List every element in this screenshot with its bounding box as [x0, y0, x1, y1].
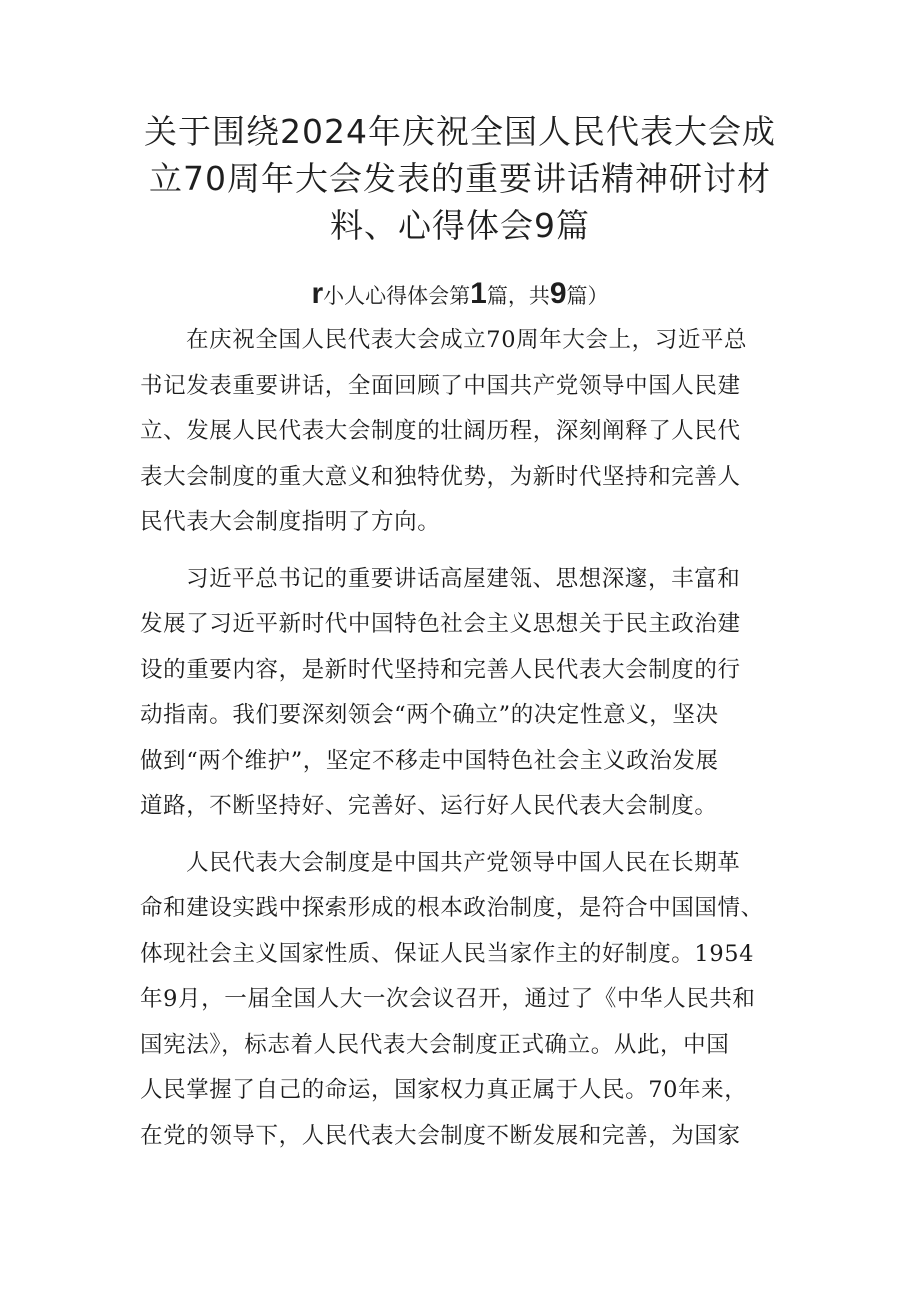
paragraph-line: 国宪法》，标志着人民代表大会制度正式确立。从此，中国	[140, 1031, 730, 1058]
paragraph-line: 立、发展人民代表大会制度的壮阔历程，深刻阐释了人民代	[140, 418, 741, 444]
paragraph-line: 习近平总书记的重要讲话高屋建瓴、思想深邃，丰富和	[186, 565, 741, 592]
paragraph-line: 发展了习近平新时代中国特色社会主义思想关于民主政治建	[140, 611, 741, 637]
paragraph-gap	[140, 830, 790, 841]
paragraph-line: 人民代表大会制度是中国共产党领导中国人民在长期革	[186, 849, 741, 876]
title-line: 料、心得体会9篇	[330, 206, 590, 245]
paragraph-line: 民代表大会制度指明了方向。	[140, 509, 441, 535]
subtitle-number: 9	[549, 277, 567, 310]
paragraph-line: 在庆祝全国人民代表大会成立70周年大会上，习近平总	[186, 327, 748, 353]
paragraph-line: 年9月，一届全国人大一次会议召开，通过了《中华人民共和	[140, 986, 756, 1012]
document-title	[120, 108, 800, 249]
paragraph-line: 道路，不断坚持好、完善好、运行好人民代表大会制度。	[140, 793, 718, 819]
paragraph	[140, 841, 790, 1160]
paragraph-line: 在党的领导下，人民代表大会制度不断发展和完善，为国家	[140, 1122, 741, 1149]
subtitle-text: 篇，共	[486, 284, 550, 308]
title-line: 立70周年大会发表的重要讲话精神研讨材	[149, 159, 771, 198]
title-line: 关于围绕2024年庆祝全国人民代表大会成	[144, 112, 776, 151]
paragraph	[140, 318, 790, 546]
document-body	[140, 318, 790, 1159]
paragraph-line: 人民掌握了自己的命运，国家权力真正属于人民。70年来，	[140, 1077, 748, 1103]
paragraph-line: 做到“两个维护”，坚定不移走中国特色社会主义政治发展	[140, 747, 719, 774]
subtitle-number: 1	[470, 277, 487, 310]
subtitle-text: 小人心得体会第	[323, 284, 471, 308]
section-subtitle	[0, 276, 920, 314]
paragraph-line: 书记发表重要讲话，全面回顾了中国共产党领导中国人民建	[140, 372, 741, 399]
paragraph-line: 表大会制度的重大意义和独特优势，为新时代坚持和完善人	[140, 463, 741, 490]
subtitle-text: 篇）	[566, 284, 609, 308]
paragraph-line: 命和建设实践中探索形成的根本政治制度，是符合中国国情、	[140, 895, 764, 921]
subtitle-prefix: r	[311, 277, 324, 310]
paragraph-line: 动指南。我们要深刻领会“两个确立”的决定性意义，坚决	[140, 702, 719, 728]
paragraph-line: 体现社会主义国家性质、保证人民当家作主的好制度。1954	[140, 940, 755, 967]
paragraph	[140, 557, 790, 830]
paragraph-gap	[140, 546, 790, 557]
paragraph-line: 设的重要内容，是新时代坚持和完善人民代表大会制度的行	[140, 656, 741, 683]
